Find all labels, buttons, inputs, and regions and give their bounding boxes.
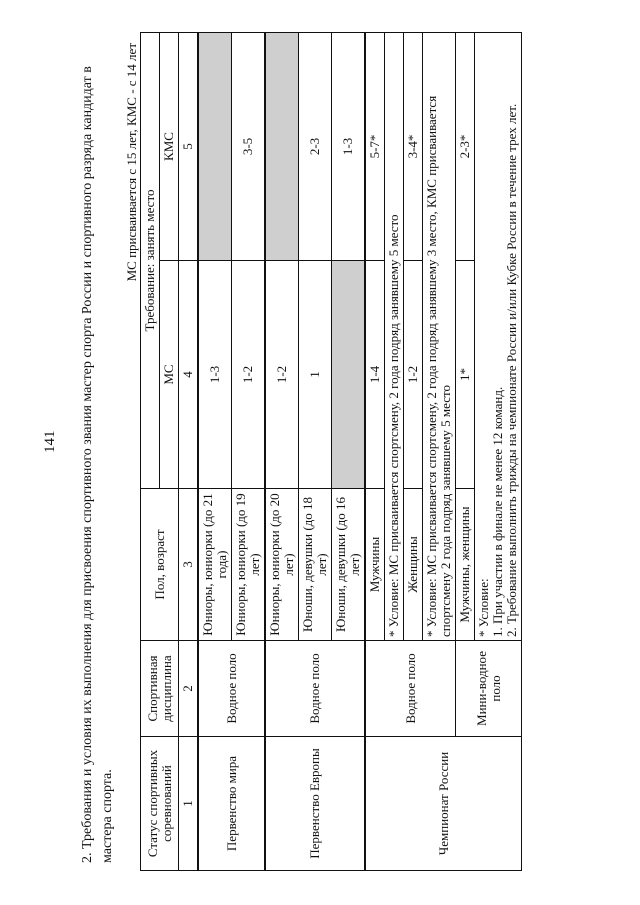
table-row (365, 32, 385, 870)
table-row (198, 32, 232, 870)
section-heading: 2. Требования и условия их выполнения для присвоения спортивного звания мастер спорта России и спортивного разряда кандидат в мастера спорта. (80, 66, 115, 863)
kms-cell: 3-5 (232, 32, 266, 260)
sex-age-cell: Юниоры, юниорки (до 21 года) (198, 489, 232, 641)
ms-cell: 1-2 (232, 261, 266, 489)
header-ms: МС (160, 261, 179, 489)
sex-age-cell: Юниоры, юниорки (до 20 лет) (265, 489, 299, 641)
kms-cell: 2-3 (299, 32, 332, 260)
sex-age-cell: Юноши, девушки (до 18 лет) (299, 489, 332, 641)
ms-cell-empty (332, 261, 366, 489)
header-kms: КМС (160, 32, 179, 260)
condition-title: * Условие: (476, 578, 491, 637)
ms-cell: 1-2 (265, 261, 299, 489)
discipline-cell: Водное поло (365, 641, 456, 737)
discipline-cell: Водное поло (198, 641, 265, 737)
ms-cell: 1-2 (404, 261, 423, 489)
sex-age-cell: Мужчины (365, 489, 385, 641)
col-number: 4 (179, 261, 199, 489)
status-cell: Чемпионат России (365, 737, 522, 871)
discipline-cell: Водное поло (265, 641, 365, 737)
kms-cell-empty (265, 32, 299, 260)
col-number: 2 (179, 641, 199, 737)
kms-cell: 1-3 (332, 32, 366, 260)
col-number: 1 (179, 737, 199, 871)
condition-item: 1. При участии в финале не менее 12 команд. (490, 386, 505, 637)
header-status: Статус спортивных соревнований (141, 737, 179, 871)
sex-age-cell: Юноши, девушки (до 16 лет) (332, 489, 366, 641)
col-number: 5 (179, 32, 199, 260)
sex-age-cell: Женщины (404, 489, 423, 641)
header-sex-age: Пол, возраст (141, 489, 179, 641)
header-row (141, 32, 160, 870)
sex-age-cell: Юниоры, юниорки (до 19 лет) (232, 489, 266, 641)
condition-item: 2. Требование выполнить трижды на чемпионате России и/или Кубке России в течение трех лет. (504, 103, 519, 637)
requirements-table (140, 32, 522, 871)
condition-block (475, 32, 522, 640)
col-number: 3 (179, 489, 199, 641)
header-discipline: Спортивная дисциплина (141, 641, 179, 737)
page-number: 141 (42, 430, 58, 453)
ms-cell: 1* (456, 261, 475, 489)
status-cell: Первенство Европы (265, 737, 365, 871)
ms-cell: 1-4 (365, 261, 385, 489)
sex-age-cell: Мужчины, женщины (456, 489, 475, 641)
ms-cell: 1-3 (198, 261, 232, 489)
age-note: МС присваивается с 15 лет, КМС - с 14 лет (124, 43, 139, 282)
kms-cell-empty (198, 32, 232, 260)
status-cell: Первенство мира (198, 737, 265, 871)
ms-cell: 1 (299, 261, 332, 489)
condition-text: * Условие: МС присваивается спортсмену, 2 года подряд занявшему 3 место, КМС присваивается спортсмену 2 года подряд занявшему 5 место (423, 32, 456, 640)
discipline-cell: Мини-водное поло (456, 641, 522, 737)
rotated-sheet (18, 13, 618, 893)
condition-text: * Условие: МС присваивается спортсмену, 2 года подряд занявшему 5 место (385, 32, 404, 640)
kms-cell: 3-4* (404, 32, 423, 260)
table-row (265, 32, 299, 870)
column-number-row (179, 32, 199, 870)
kms-cell: 2-3* (456, 32, 475, 260)
header-requirement: Требование: занять место (141, 32, 160, 488)
kms-cell: 5-7* (365, 32, 385, 260)
